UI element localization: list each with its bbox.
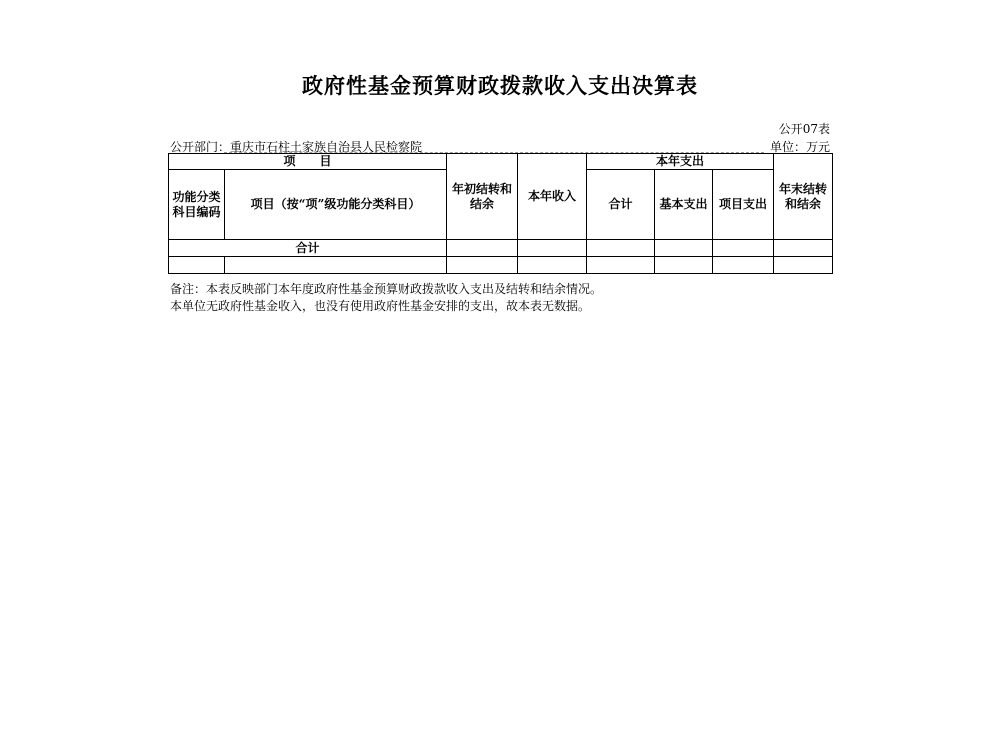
header-item-name: 项目（按“项”级功能分类科目）: [225, 170, 447, 240]
department-label: 公开部门：: [170, 140, 231, 154]
budget-table: [168, 153, 833, 274]
table-cell: [713, 257, 774, 274]
table-cell: [713, 240, 774, 257]
table-cell: [774, 240, 833, 257]
total-row: [169, 240, 833, 257]
note-line-1: 备注：本表反映部门本年度政府性基金预算财政拨款收入支出及结转和结余情况。: [170, 282, 603, 296]
table-cell: [587, 257, 655, 274]
table-row: [169, 257, 833, 274]
table-cell: [225, 257, 447, 274]
table-cell: [518, 257, 587, 274]
table-cell: [169, 257, 225, 274]
header-expense: 本年支出: [587, 154, 774, 170]
table-cell: [587, 240, 655, 257]
header-project: 项 目: [169, 154, 447, 170]
table-cell: [655, 257, 713, 274]
page-title: 政府性基金预算财政拨款收入支出决算表: [302, 73, 698, 98]
total-row-label: 合计: [169, 240, 447, 257]
unit-label: 单位：万元: [769, 140, 830, 154]
table-cell: [518, 240, 587, 257]
department-name: 重庆市石柱土家族自治县人民检察院: [230, 140, 423, 154]
note-line-2: 本单位无政府性基金收入，也没有使用政府性基金安排的支出，故本表无数据。: [170, 299, 591, 313]
table-cell: [447, 257, 518, 274]
header-begin-balance: 年初结转和结余: [447, 154, 518, 240]
header-expense-total: 合计: [587, 170, 655, 240]
table-cell: [774, 257, 833, 274]
table-cell: [447, 240, 518, 257]
header-project-expense: 项目支出: [713, 170, 774, 240]
header-income: 本年收入: [518, 154, 587, 240]
table-cell: [655, 240, 713, 257]
header-basic-expense: 基本支出: [655, 170, 713, 240]
header-end-balance: 年末结转和结余: [774, 154, 833, 240]
form-number: 公开07表: [778, 122, 830, 136]
header-func-code: 功能分类科目编码: [169, 170, 225, 240]
